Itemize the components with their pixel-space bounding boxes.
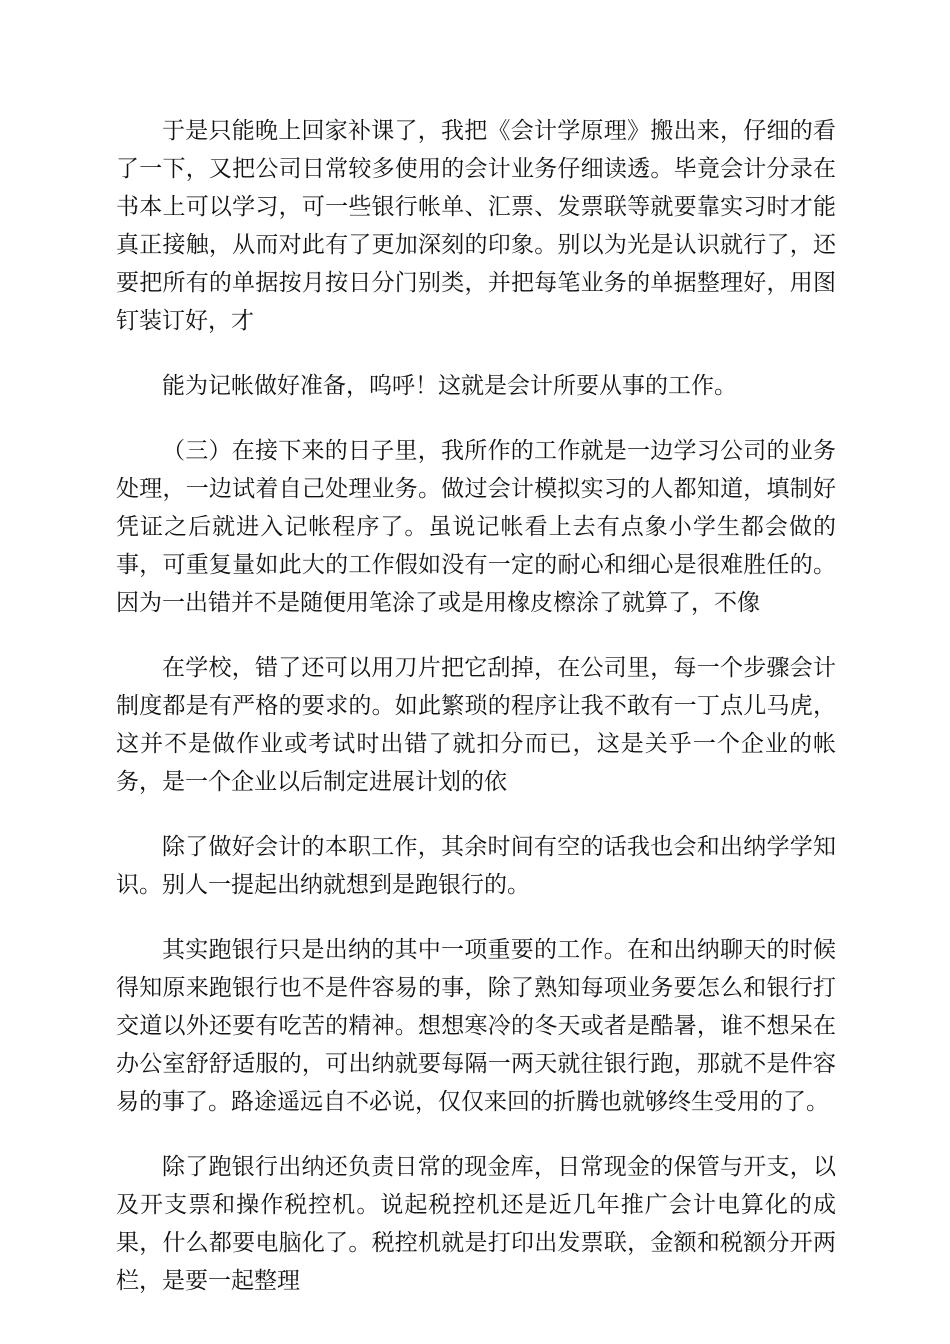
paragraph-1: 于是只能晚上回家补课了，我把《会计学原理》搬出来，仔细的看了一下，又把公司日常较多使用的会计业务仔细读透。毕竟会计分录在书本上可以学习，可一些银行帐单、汇票、发票联等就要靠实习时才能真正接触，从而对此有了更加深刻的印象。别以为光是认识就行了，还要把所有的单据按月按日分门别类，并把每笔业务的单据整理好，用图钉装订好，才 — [116, 118, 836, 334]
document-body — [116, 112, 836, 1300]
paragraph-4: 在学校，错了还可以用刀片把它刮掉，在公司里，每一个步骤会计制度都是有严格的要求的。如此繁琐的程序让我不敢有一丁点儿马虎，这并不是做作业或考试时出错了就扣分而已，这是关乎一个企业的帐务，是一个企业以后制定进展计划的依 — [116, 655, 836, 795]
paragraph-7: 除了跑银行出纳还负责日常的现金库，日常现金的保管与开支，以及开支票和操作税控机。说起税控机还是近几年推广会计电算化的成果，什么都要电脑化了。税控机就是打印出发票联，金额和税额分开两栏，是要一起整理 — [116, 1154, 836, 1294]
paragraph-2: 能为记帐做好准备，呜呼！这就是会计所要从事的工作。 — [162, 373, 737, 399]
paragraph-3: （三）在接下来的日子里，我所作的工作就是一边学习公司的业务处理，一边试着自己处理业务。做过会计模拟实习的人都知道，填制好凭证之后就进入记帐程序了。虽说记帐看上去有点象小学生都会做的事，可重复量如此大的工作假如没有一定的耐心和细心是很难胜任的。因为一出错并不是随便用笔涂了或是用橡皮檫涂了就算了，不像 — [116, 438, 836, 616]
paragraph-6: 其实跑银行只是出纳的其中一项重要的工作。在和出纳聊天的时候得知原来跑银行也不是件容易的事，除了熟知每项业务要怎么和银行打交道以外还要有吃苦的精神。想想寒冷的冬天或者是酷暑，谁不想呆在办公室舒舒适服的，可出纳就要每隔一两天就往银行跑，那就不是件容易的事了。路途遥远自不必说，仅仅来回的折腾也就够终生受用的了。 — [116, 937, 836, 1115]
paragraph-5: 除了做好会计的本职工作，其余时间有空的话我也会和出纳学学知识。别人一提起出纳就想到是跑银行的。 — [116, 834, 836, 898]
